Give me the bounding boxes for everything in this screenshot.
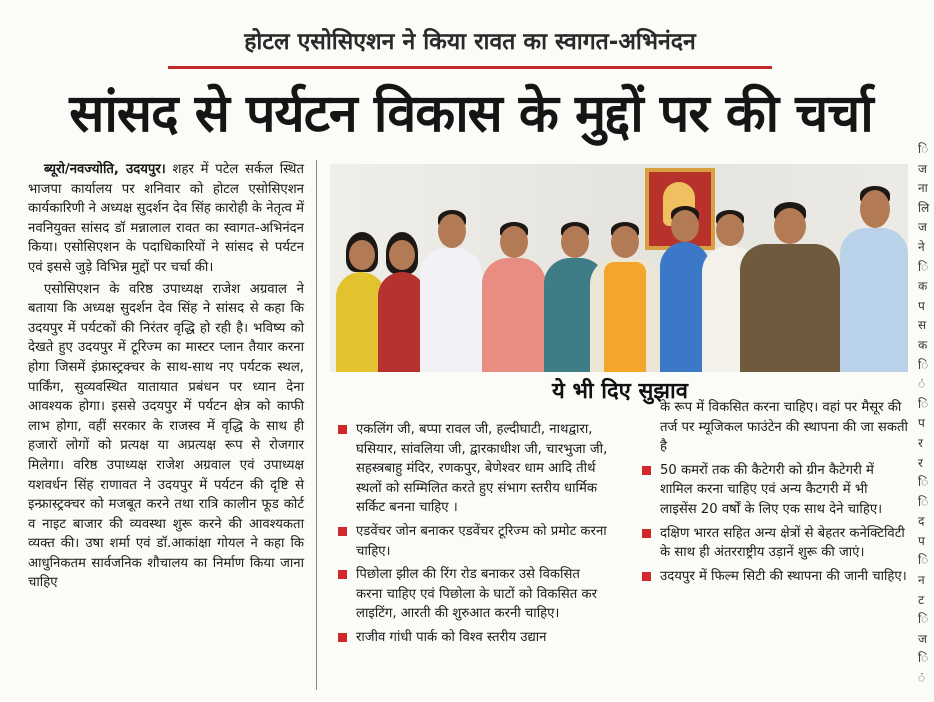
edge-fragment: ि — [918, 553, 929, 568]
edge-fragment: र — [918, 435, 923, 450]
adjacent-article-edge — [918, 140, 934, 702]
edge-fragment: ं — [918, 377, 926, 392]
suggestion-item: 50 कमरों तक की कैटेगरी को ग्रीन कैटेगरी में शामिल करना चाहिए एवं अन्य कैटगरी में भी लाइसेंस 20 वर्षों के लिए एक साथ देने चाहिए। — [640, 461, 908, 520]
suggestion-item: पिछोला झील की रिंग रोड बनाकर उसे विकसित करना चाहिए एवं पिछोला के घाटों को विकसित कर लाइटिंग, आरती की शुरुआत करनी चाहिए। — [336, 565, 608, 624]
suggestion-item: दक्षिण भारत सहित अन्य क्षेत्रों से बेहतर कनेक्टिविटी के साथ ही अंतरराष्ट्रीय उड़ानें शुरू की जाएं। — [640, 524, 908, 563]
edge-fragment: ि — [918, 259, 929, 274]
edge-fragment: प — [918, 533, 925, 548]
edge-fragment: स — [918, 318, 927, 333]
suggestions-column-1 — [336, 420, 608, 652]
edge-fragment: ना — [918, 181, 928, 196]
edge-fragment: प — [918, 416, 925, 431]
main-headline: सांसद से पर्यटन विकास के मुद्दों पर की चर्चा — [69, 84, 873, 144]
suggestion-item: एकलिंग जी, बप्पा रावल जी, हल्दीघाटी, नाथद्वारा, घसियार, सांवलिया जी, द्वारकाधीश जी, चारभुजा जी, सहस्त्रबाहु मंदिर, रणकपुर, बेणेश्वर धाम आदि तीर्थ स्थलों को सम्मिलित करते हुए संभाग स्तरीय धार्मिक सर्किट बनना चाहिए । — [336, 420, 608, 518]
edge-fragment: ि — [918, 494, 929, 509]
edge-fragment: ि — [918, 142, 929, 156]
suggestions-heading: ये भी दिए सुझाव — [552, 379, 688, 404]
edge-fragment: ि — [918, 357, 929, 372]
photo-person — [420, 210, 482, 372]
edge-fragment: ं — [918, 671, 926, 686]
photo-person — [378, 232, 426, 372]
photo-person — [590, 222, 660, 372]
edge-fragment: ज — [918, 631, 927, 646]
edge-fragment: ने — [918, 239, 925, 254]
paragraph-1-text: शहर में पटेल सर्कल स्थित भाजपा कार्यालय पर शनिवार को होटल एसोसिएशन कार्यकारिणी ने अध्यक्ष सुदर्शन देव सिंह कारोही के नेतृत्व में नवनियुक्त सांसद डॉ मन्नालाल रावत का स्वागत-अभिनंदन किया। एसोसिएशन के पदाधिकारियों ने सांसद से पर्यटन एवं इससे जुड़े विभिन्न मुद्दों पर चर्चा की। — [28, 162, 304, 275]
article-body — [28, 160, 304, 595]
group-photo — [330, 164, 908, 372]
edge-fragment: र — [918, 455, 923, 470]
photo-person — [840, 186, 908, 372]
suggestion-item: राजीव गांधी पार्क को विश्व स्तरीय उद्यान — [336, 628, 608, 648]
edge-fragment: क — [918, 337, 928, 352]
suggestion-continuation: के रूप में विकसित करना चाहिए। वहां पर मैसूर की तर्ज पर म्यूजिकल फाउंटेन की स्थापना की जा सकती है — [660, 400, 908, 455]
photo-person — [482, 222, 546, 372]
edge-fragment: न — [918, 573, 925, 588]
edge-fragment: प — [918, 298, 925, 313]
edge-fragment: लि — [918, 200, 930, 215]
edge-fragment: ि — [918, 475, 929, 490]
suggestion-item: उदयपुर में फिल्म सिटी की स्थापना की जानी चाहिए। — [640, 567, 908, 587]
edge-fragment: ज — [918, 220, 927, 235]
suggestion-item: एडवेंचर जोन बनाकर एडवेंचर टूरिज्म को प्रमोट करना चाहिए। — [336, 522, 608, 561]
edge-fragment: द — [918, 514, 925, 529]
column-divider — [316, 160, 317, 690]
suggestions-column-2 — [640, 398, 908, 590]
edge-fragment: ट — [918, 592, 925, 607]
edge-fragment: ि — [918, 396, 929, 411]
kicker-headline: होटल एसोसिएशन ने किया रावत का स्वागत-अभिनंदन — [168, 24, 772, 69]
edge-fragment: ि — [918, 612, 929, 627]
photo-person — [740, 202, 840, 372]
edge-fragment: क — [918, 279, 928, 294]
edge-fragment: ि — [918, 651, 929, 666]
edge-fragment: ज — [918, 161, 927, 176]
article-paragraph-1 — [28, 160, 304, 278]
article-paragraph-2: एसोसिएशन के वरिष्ठ उपाध्यक्ष राजेश अग्रवाल ने बताया कि अध्यक्ष सुदर्शन देव सिंह ने सांसद से कहा कि उदयपुर में पर्यटकों की निरंतर वृद्धि हो रही है। भविष्य को देखते हुए उदयपुर में टूरिज्म का मास्टर प्लान तैयार करना होगा जिसमें इंफ्रास्ट्रक्चर के साथ-साथ नए पर्यटक स्थल, पार्किंग, सुव्यवस्थित यातायात प्रबंधन पर ध्यान देना आवश्यक होगा। इससे उदयपुर में पर्यटन क्षेत्र को काफी लाभ होगा, वहीं सरकार के राजस्व में वृद्धि के साथ ही हजारों लोगों को प्रत्यक्ष या अप्रत्यक्ष रूप से रोजगार मिलेगा। वरिष्ठ उपाध्यक्ष राजेश अग्रवाल एवं उपाध्यक्ष यशवर्धन सिंह राणावत ने उदयपुर में पर्यटन की दृष्टि से इन्फ्रास्ट्रक्चर को मजबूत करने तथा रात्रि कालीन फूड कोर्ट व नाइट बाजार की व्यवस्था शुरू करने की आवश्यकता व्यक्त की। उषा शर्मा एवं डॉ.आकांक्षा गोयल ने कहा कि आधुनिकतम सार्वजनिक शौचालय का निर्माण किया जाना चाहिए — [28, 281, 304, 591]
byline: ब्यूरो/नवज्योति, उदयपुर। — [44, 162, 166, 177]
